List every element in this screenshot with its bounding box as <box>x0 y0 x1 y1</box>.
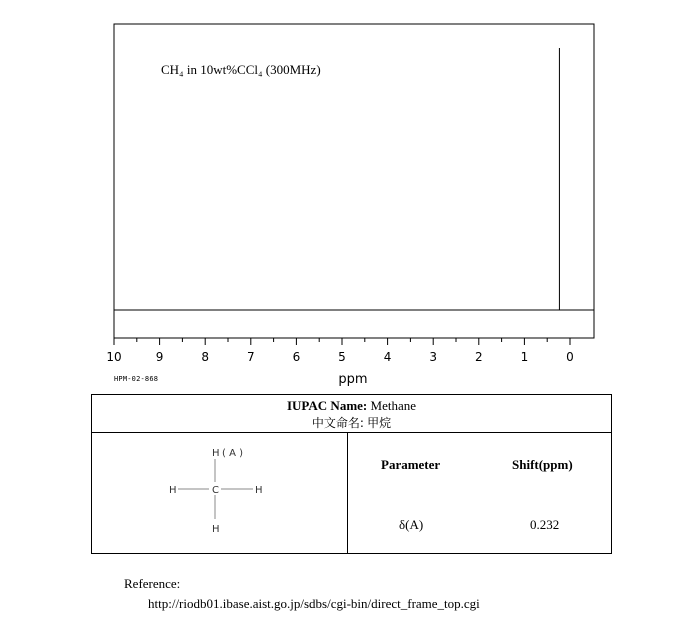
x-tick-label: 10 <box>106 350 122 364</box>
shift-header: Shift(ppm) <box>512 457 573 472</box>
x-axis <box>106 338 573 364</box>
structure-cell <box>92 433 348 553</box>
x-axis-label: ppm <box>338 372 368 387</box>
shift-value: 0.232 <box>530 517 560 532</box>
x-tick-label: 5 <box>338 350 346 364</box>
methane-structure <box>92 433 348 553</box>
x-tick-label: 0 <box>566 350 574 364</box>
reference-url: http://riodb01.ibase.aist.go.jp/sdbs/cgi-bin/direct_frame_top.cgi <box>148 596 480 611</box>
x-tick-label: 1 <box>520 350 529 364</box>
parameter-header: Parameter <box>381 457 441 472</box>
x-tick-label: 3 <box>429 350 438 364</box>
chinese-name-line <box>92 414 611 432</box>
label-a: ( A ) <box>222 448 244 459</box>
atom-h-right: H <box>255 485 263 496</box>
x-tick-label: 6 <box>292 350 301 364</box>
atom-c: C <box>212 485 219 496</box>
parameter-value: δ(A) <box>399 517 424 532</box>
atom-h-left: H <box>169 485 177 496</box>
compound-info-table <box>91 394 612 554</box>
chart-title: CH₄ in 10wt%CCl₄ (300MHz) <box>161 62 321 77</box>
x-tick-label: 9 <box>155 350 164 364</box>
atom-h-bottom: H <box>212 524 220 535</box>
iupac-name-line <box>92 397 611 414</box>
iupac-label: IUPAC Name: <box>286 398 368 413</box>
x-tick-label: 2 <box>474 350 483 364</box>
atom-h-top: H <box>212 448 220 459</box>
spectrum-code: HPM-02-868 <box>114 375 159 383</box>
chinese-value: 甲烷 <box>367 416 392 430</box>
x-tick-label: 4 <box>383 350 392 364</box>
x-tick-label: 8 <box>201 350 210 364</box>
iupac-value: Methane <box>370 398 416 413</box>
compound-name-header <box>92 395 611 433</box>
x-tick-label: 7 <box>246 350 255 364</box>
chinese-label: 中文命名: <box>311 416 364 430</box>
reference-label: Reference: <box>124 576 181 591</box>
reference-block <box>124 574 480 614</box>
